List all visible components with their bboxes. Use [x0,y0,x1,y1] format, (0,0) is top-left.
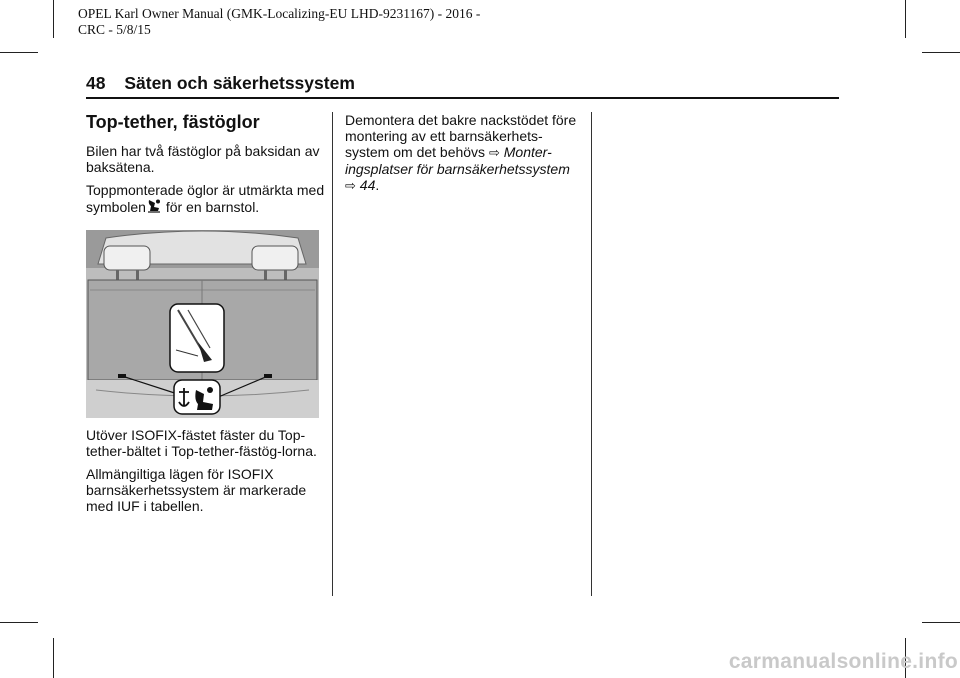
left-column-lower [86,427,326,521]
left-column [86,112,326,222]
right-column [345,112,585,201]
paragraph-3: Utöver ISOFIX-fästet fäster du Top-tether-bältet i Top-tether-fästög-lorna. [86,427,317,459]
print-header [78,6,480,38]
paragraph-1: Bilen har två fästöglor på baksidan av baksätena. [86,143,320,175]
paragraph-2-text-end: för en barnstol. [165,199,260,215]
watermark: carmanualsonline.info [728,650,958,673]
crop-mark-bottom-left-h [0,622,38,623]
paragraph-2-text: Toppmonterade öglor är utmärkta med symbolen [86,182,325,215]
column-divider-1 [332,112,333,596]
anchor-seat-icon [174,380,220,414]
print-header-line1: OPEL Karl Owner Manual (GMK-Localizing-EU LHD-9231167) - 2016 - [78,6,481,21]
cross-reference-end: . [375,177,380,193]
right-paragraph-text: Demontera det bakre nackstödet före montering av ett barnsäkerhets-system om det behövs [345,112,577,160]
section-title: Säten och säkerhetssystem [124,73,355,93]
crop-mark-top-left-h [0,52,38,53]
crop-mark-bottom-left [53,638,54,678]
crop-mark-top-right-h [922,52,960,53]
cross-reference-arrow-icon: ⇨ [345,178,356,193]
page-number: 48 [86,73,106,93]
cross-reference-page[interactable]: 44 [359,177,376,193]
top-tether-symbol-icon [146,198,162,214]
column-divider-2 [591,112,592,596]
crop-mark-top-left [53,0,54,38]
section-heading: Top-tether, fästöglor [86,112,260,132]
print-header-line2: CRC - 5/8/15 [78,22,151,37]
cross-reference-arrow-icon: ⇨ [488,145,500,160]
paragraph-4: Allmängiltiga lägen för ISOFIX barnsäkerhetssystem är markerade med IUF i tabellen. [86,466,307,514]
right-paragraph [345,112,585,194]
paragraph-2 [86,182,326,215]
header-rule [86,97,839,99]
crop-mark-bottom-right-h [922,622,960,623]
page-title [86,73,355,94]
cargo-area-illustration [86,230,319,418]
crop-mark-top-right [905,0,906,38]
cross-reference-link[interactable]: Monter-ingsplatser för barnsäkerhetssystem [345,144,570,177]
